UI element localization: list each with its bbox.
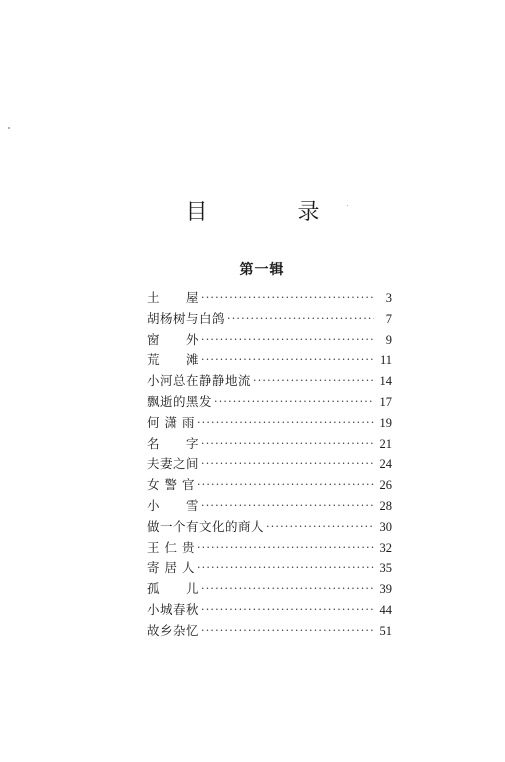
toc-entry[interactable]: [147, 496, 392, 517]
toc-entry-title: 女 警 官: [147, 477, 195, 493]
toc-entry-page-number: 24: [379, 457, 392, 472]
toc-entry-page-number: 32: [379, 540, 392, 555]
toc-entry-title: 飘逝的黑发: [147, 393, 213, 409]
toc-entry[interactable]: [147, 579, 392, 600]
dot-leader: [201, 579, 374, 600]
scan-speck: [8, 127, 10, 129]
toc-entry-page-number: 44: [379, 602, 392, 617]
toc-entry[interactable]: [147, 371, 392, 392]
toc-entry-page-number: 35: [379, 561, 392, 576]
toc-entry-title: 小城春秋: [147, 601, 200, 617]
dot-leader: [201, 434, 374, 455]
dot-leader: [201, 454, 374, 475]
toc-entry[interactable]: [147, 600, 392, 621]
dot-leader: [201, 288, 374, 309]
table-of-contents: [147, 288, 392, 642]
toc-entry[interactable]: [147, 434, 392, 455]
toc-entry-page-number: 26: [379, 478, 392, 493]
toc-entry-title: 孤 儿: [147, 581, 200, 597]
toc-entry-title: 做一个有文化的商人: [147, 518, 265, 534]
dot-leader: [201, 621, 374, 642]
toc-entry-page-number: 19: [379, 415, 392, 430]
dot-leader: [197, 558, 374, 579]
dot-leader: [201, 350, 374, 371]
toc-entry-page-number: 7: [385, 311, 392, 326]
toc-entry[interactable]: [147, 517, 392, 538]
toc-entry[interactable]: [147, 454, 392, 475]
dot-leader: [201, 330, 374, 351]
toc-entry[interactable]: [147, 475, 392, 496]
toc-entry-title: 窗 外: [147, 331, 200, 347]
dot-leader: [197, 475, 374, 496]
toc-entry-title: 小 雪: [147, 497, 200, 513]
toc-entry-page-number: 14: [379, 374, 392, 389]
toc-entry-page-number: 17: [379, 394, 392, 409]
dot-leader: [266, 517, 374, 538]
toc-entry[interactable]: [147, 392, 392, 413]
toc-entry-title: 荒 滩: [147, 352, 200, 368]
toc-entry[interactable]: [147, 330, 392, 351]
toc-entry-page-number: 21: [379, 436, 392, 451]
toc-entry-page-number: 28: [379, 498, 392, 513]
dot-leader: [253, 371, 374, 392]
dot-leader: [197, 413, 374, 434]
page-title: 目 录: [185, 199, 354, 225]
toc-entry[interactable]: [147, 413, 392, 434]
toc-entry-title: 小河总在静静地流: [147, 373, 252, 389]
toc-entry-title: 土 屋: [147, 290, 200, 305]
toc-entry-page-number: 30: [379, 519, 392, 534]
toc-entry[interactable]: [147, 621, 392, 642]
toc-entry-title: 寄 居 人: [147, 560, 195, 576]
dot-leader: [201, 600, 374, 621]
toc-entry[interactable]: [147, 558, 392, 579]
toc-entry-page-number: 11: [379, 353, 392, 368]
section-title: 第一辑: [239, 262, 285, 278]
toc-entry[interactable]: [147, 538, 392, 559]
dot-leader: [214, 392, 374, 413]
toc-entry-title: 胡杨树与白鸽: [147, 310, 226, 326]
dot-leader: [197, 538, 374, 559]
toc-entry-page-number: 9: [385, 332, 392, 347]
toc-entry-title: 故乡杂忆: [147, 622, 200, 638]
toc-entry-title: 夫妻之间: [147, 456, 200, 472]
toc-entry-page-number: 39: [379, 582, 392, 597]
toc-entry-title: 王 仁 贵: [147, 539, 195, 555]
toc-entry-page-number: 51: [379, 623, 392, 638]
toc-entry-title: 名 字: [147, 435, 200, 451]
toc-entry[interactable]: [147, 288, 392, 309]
toc-entry[interactable]: [147, 350, 392, 371]
toc-entry-title: 何 潇 雨: [147, 414, 195, 430]
toc-entry-page-number: 3: [385, 291, 392, 305]
toc-entry[interactable]: [147, 309, 392, 330]
dot-leader: [227, 309, 374, 330]
dot-leader: [201, 496, 374, 517]
